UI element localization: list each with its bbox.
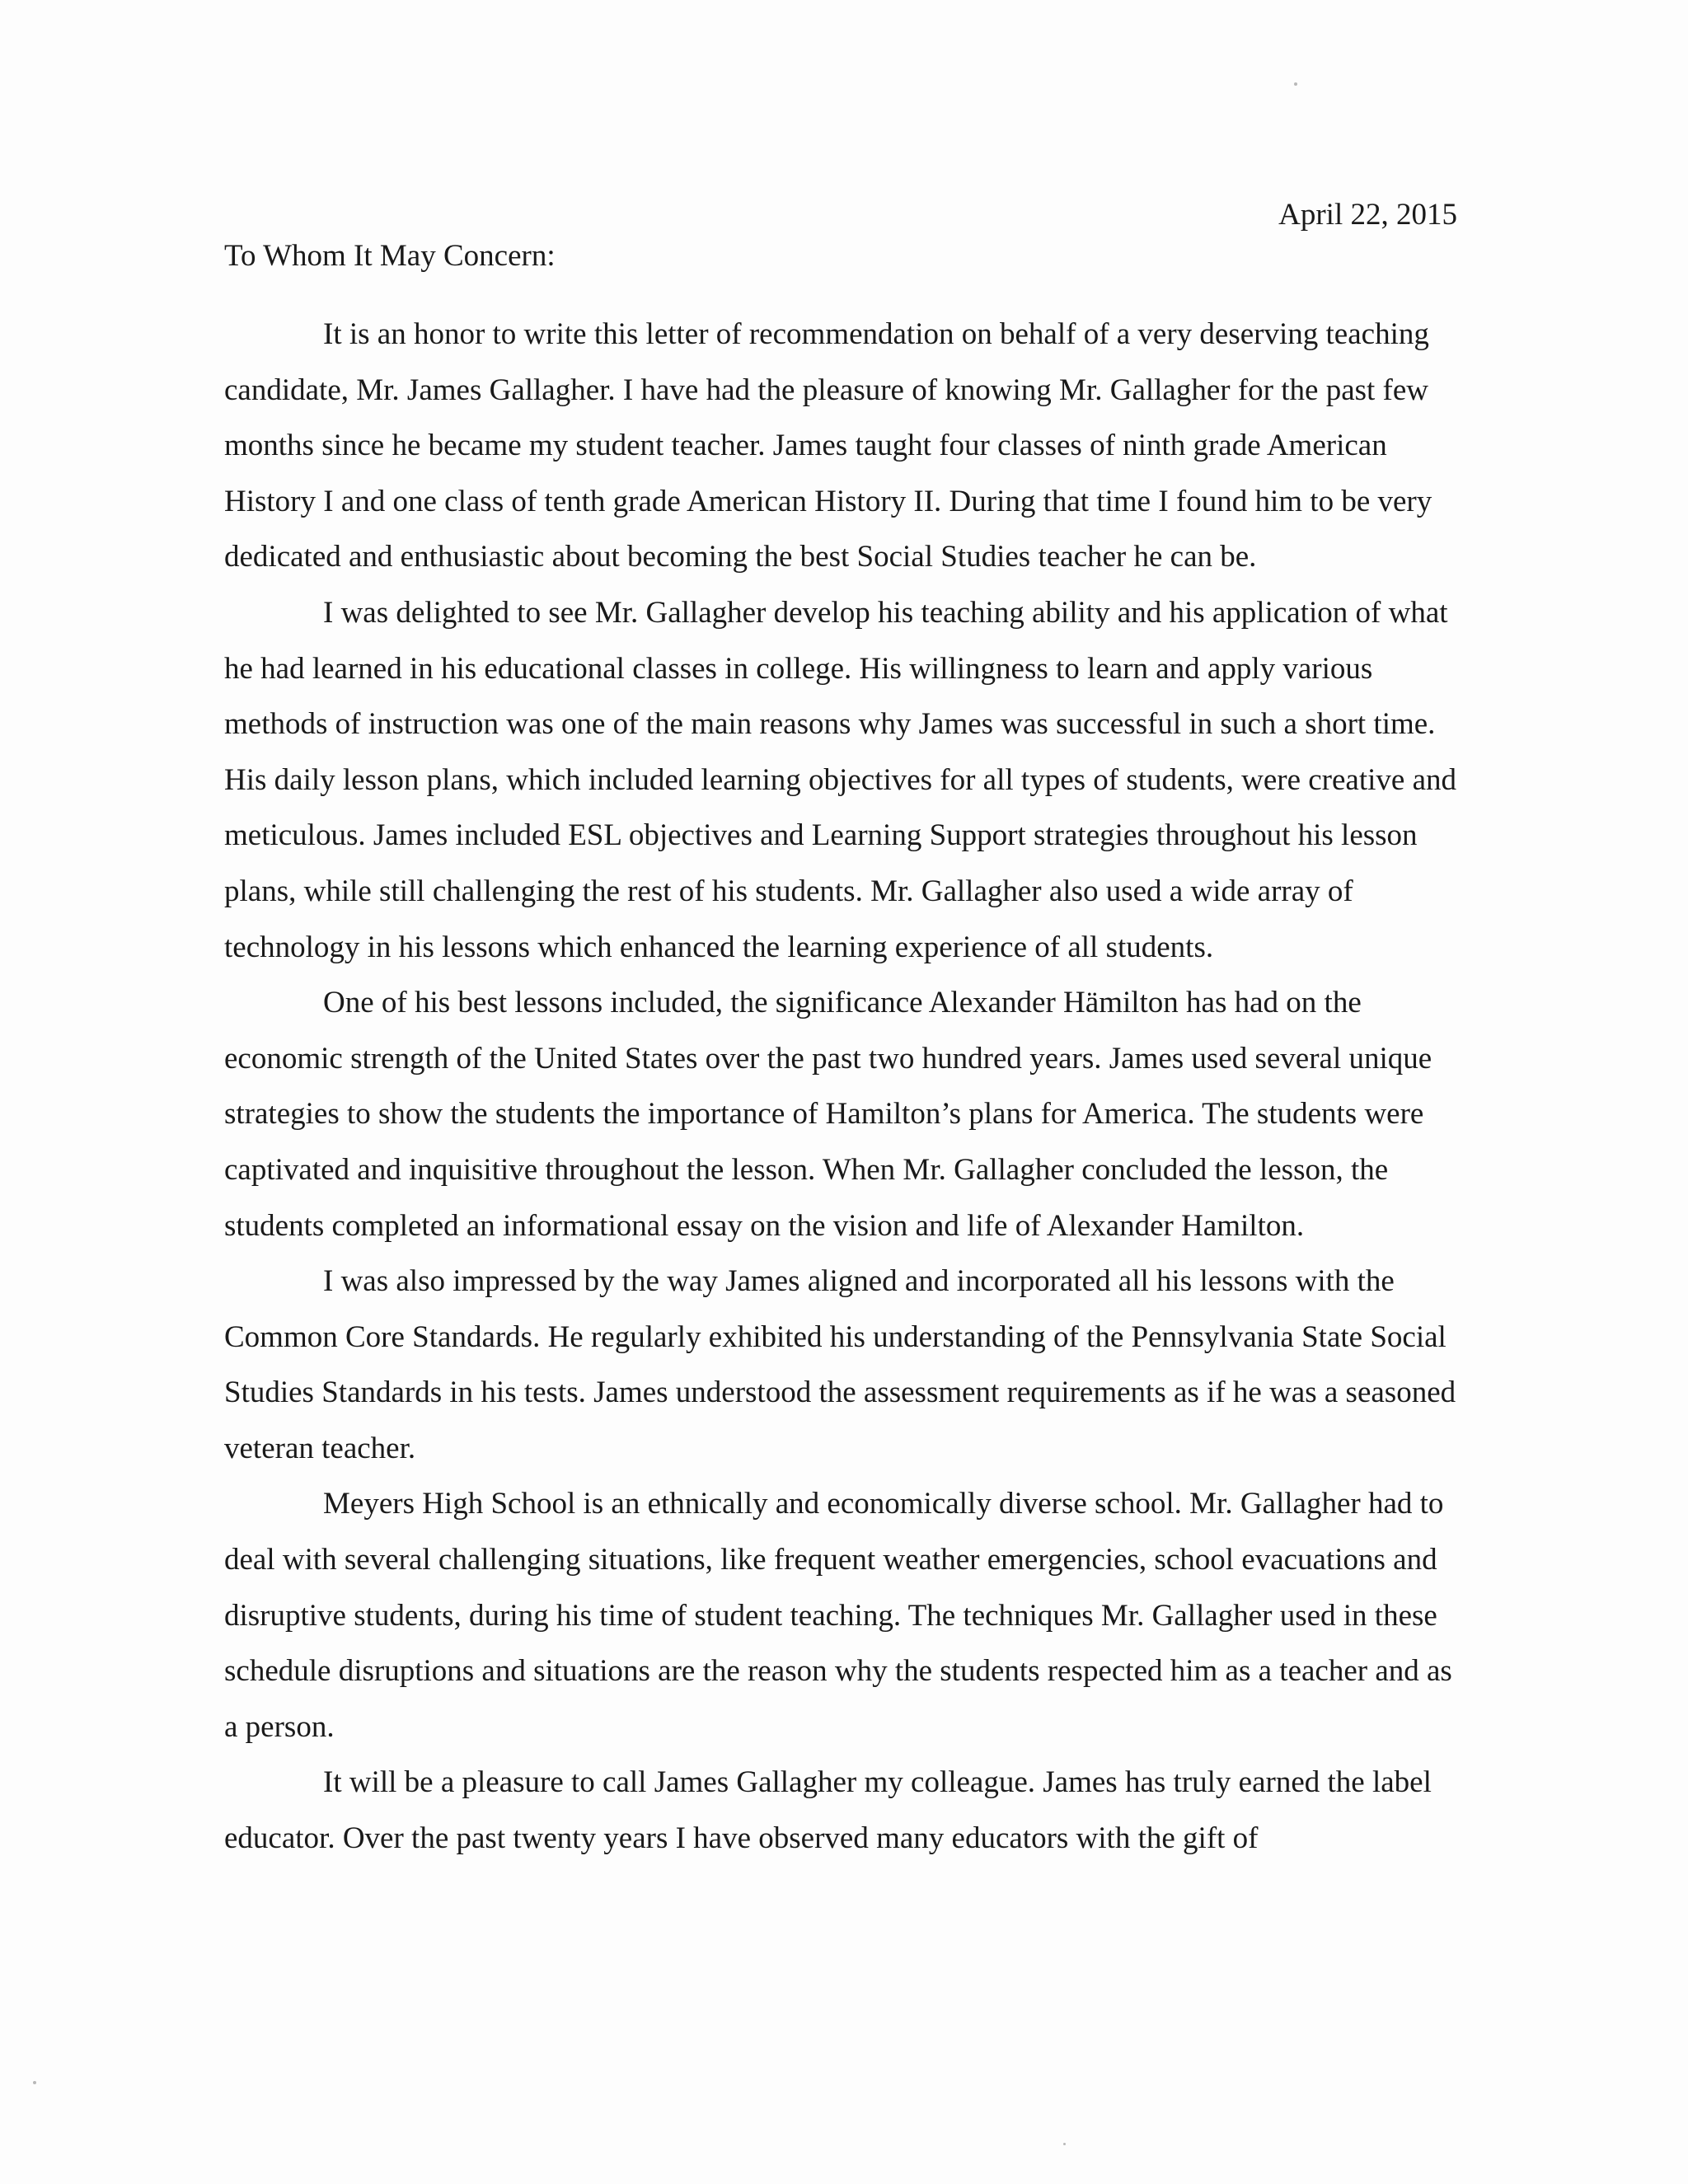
paragraph-4: I was also impressed by the way James aligned and incorporated all his lessons with the Common Core Standards. He regularly exhibited his understanding of the Pennsylvania State Social Studies Standards in his tests. James understood the assessment requirements as if he was a seasoned veteran teacher. [224, 1264, 1456, 1465]
letter-date: April 22, 2015 [1278, 198, 1457, 232]
scan-speck [33, 2081, 36, 2084]
paragraph-3: One of his best lessons included, the significance Alexander Hämilton has had on the economic strength of the United States over the past two hundred years. James used several unique strategies to show the students the importance of Hamilton’s plans for America. The students were captivated and inquisitive throughout the lesson. When Mr. Gallagher concluded the lesson, the students completed an informational essay on the vision and life of Alexander Hamilton. [224, 986, 1432, 1243]
scan-speck [1063, 2143, 1066, 2145]
letter-body [224, 307, 1469, 1867]
scan-speck [1294, 82, 1297, 86]
paragraph-2: I was delighted to see Mr. Gallagher develop his teaching ability and his application of what he had learned in his educational classes in college. His willingness to learn and apply various methods of instruction was one of the main reasons why James was successful in such a short time. His daily lesson plans, which included learning objectives for all types of students, were creative and meticulous. James included ESL objectives and Learning Support strategies throughout his lesson plans, while still challenging the rest of his students. Mr. Gallagher also used a wide array of technology in his lessons which enhanced the learning experience of all students. [224, 595, 1456, 964]
paragraph-5: Meyers High School is an ethnically and economically diverse school. Mr. Gallagher had to deal with several challenging situations, like frequent weather emergencies, school evacuations and disruptive students, during his time of student teaching. The techniques Mr. Gallagher used in these schedule disruptions and situations are the reason why the students respected him as a teacher and as a person. [224, 1487, 1452, 1744]
salutation: To Whom It May Concern: [224, 239, 556, 273]
paragraph-6: It will be a pleasure to call James Gallagher my colleague. James has truly earned the label educator. Over the past twenty years I have observed many educators with the gift of [224, 1765, 1432, 1856]
paragraph-1: It is an honor to write this letter of recommendation on behalf of a very deserving teaching candidate, Mr. James Gallagher. I have had the pleasure of knowing Mr. Gallagher for the past few months since he became my student teacher. James taught four classes of ninth grade American History I and one class of tenth grade American History II. During that time I found him to be very dedicated and enthusiastic about becoming the best Social Studies teacher he can be. [224, 317, 1432, 574]
